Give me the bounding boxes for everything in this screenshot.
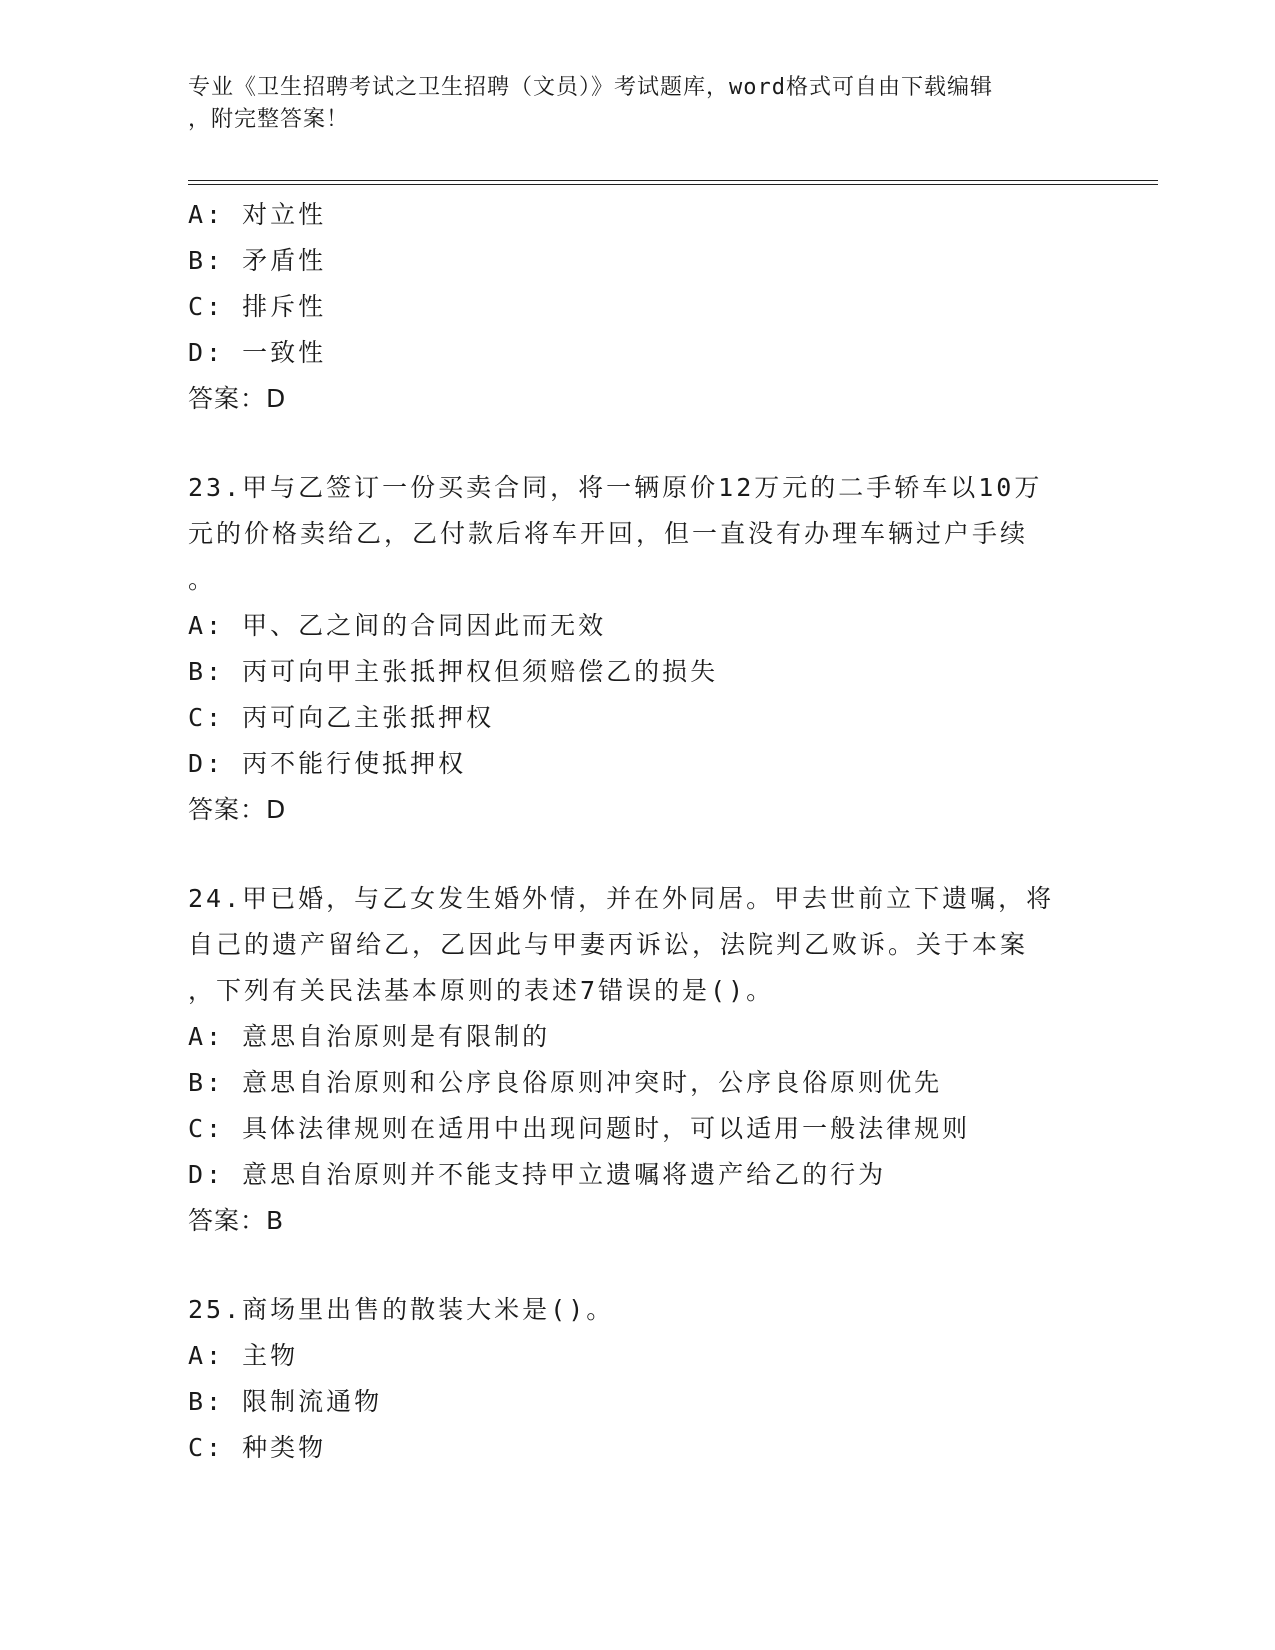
question-spacer [188, 833, 1088, 876]
option-c: C: 具体法律规则在适用中出现问题时，可以适用一般法律规则 [188, 1114, 971, 1143]
option-d: D: 一致性 [188, 338, 327, 367]
option-d: D: 意思自治原则并不能支持甲立遗嘱将遗产给乙的行为 [188, 1160, 887, 1189]
option-b: B: 意思自治原则和公序良俗原则冲突时，公序良俗原则优先 [188, 1068, 943, 1097]
question-stem-line: 。 [188, 565, 217, 594]
header-line-1: 专业《卫生招聘考试之卫生招聘（文员）》考试题库，word格式可自由下载编辑 [188, 75, 993, 100]
question-stem-line: 23.甲与乙签订一份买卖合同，将一辆原价12万元的二手轿车以10万 [188, 473, 1043, 502]
option-c: C: 排斥性 [188, 292, 327, 321]
answer-line: 答案：D [188, 795, 287, 824]
question-list [188, 192, 1088, 1471]
option-c: C: 丙可向乙主张抵押权 [188, 703, 495, 732]
question-stem-line: 25.商场里出售的散装大米是()。 [188, 1295, 615, 1324]
header-line-2: ，附完整答案！ [188, 107, 350, 132]
question-22-block [188, 192, 1088, 422]
answer-line: 答案：B [188, 1206, 285, 1235]
header-rule-top [188, 180, 1158, 181]
option-a: A: 甲、乙之间的合同因此而无效 [188, 611, 607, 640]
option-b: B: 丙可向甲主张抵押权但须赔偿乙的损失 [188, 657, 719, 686]
answer-line: 答案：D [188, 384, 287, 413]
option-c: C: 种类物 [188, 1433, 327, 1462]
option-a: A: 对立性 [188, 200, 327, 229]
document-header [188, 72, 1068, 136]
question-stem-line: ，下列有关民法基本原则的表述7错误的是()。 [188, 976, 775, 1005]
question-23-block [188, 465, 1088, 833]
option-a: A: 主物 [188, 1341, 299, 1370]
question-spacer [188, 422, 1088, 465]
question-spacer [188, 1244, 1088, 1287]
question-stem-line: 元的价格卖给乙，乙付款后将车开回，但一直没有办理车辆过户手续 [188, 519, 1029, 548]
question-25-block [188, 1287, 1088, 1471]
header-rule-bottom [188, 184, 1158, 185]
question-stem-line: 24.甲已婚，与乙女发生婚外情，并在外同居。甲去世前立下遗嘱，将 [188, 884, 1055, 913]
option-d: D: 丙不能行使抵押权 [188, 749, 467, 778]
option-b: B: 限制流通物 [188, 1387, 383, 1416]
question-stem-line: 自己的遗产留给乙，乙因此与甲妻丙诉讼，法院判乙败诉。关于本案 [188, 930, 1029, 959]
option-a: A: 意思自治原则是有限制的 [188, 1022, 551, 1051]
option-b: B: 矛盾性 [188, 246, 327, 275]
question-24-block [188, 876, 1088, 1244]
